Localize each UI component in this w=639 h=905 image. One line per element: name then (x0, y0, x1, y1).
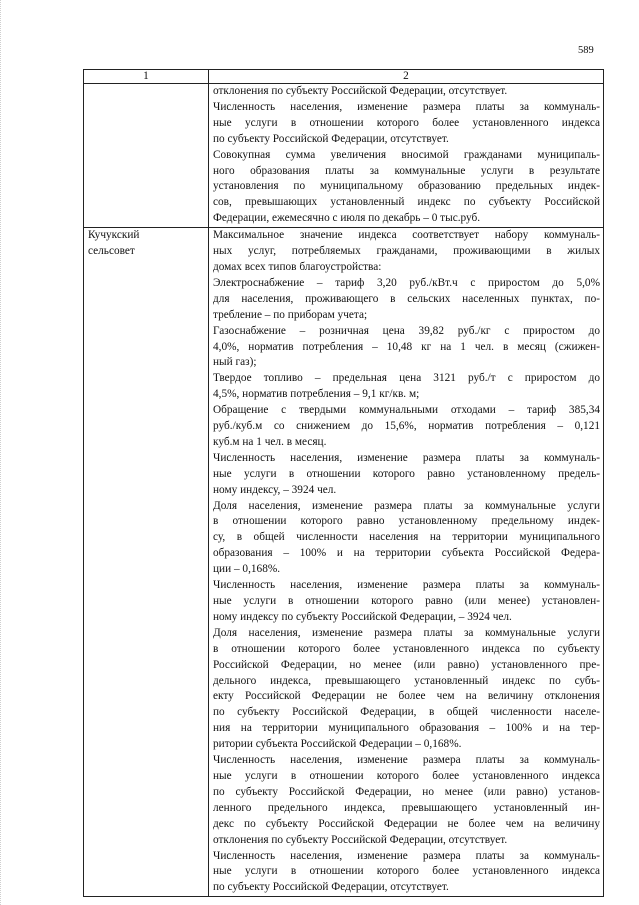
text-line: по субъекту Российской Федерации, но менее (или равно) установ- (213, 785, 600, 798)
text-line: Электроснабжение – тариф 3,20 руб./кВт.ч с приростом до 5,0% (213, 276, 600, 289)
municipality-name-line: Кучукский (88, 229, 140, 242)
text-line: по субъекту Российской Федерации, отсутствует. (213, 132, 449, 145)
text-line: Твердое топливо – предельная цена 3121 руб./т с приростом до (213, 372, 600, 385)
text-line: екту Российской Федерации не более чем на величину отклонения (213, 690, 600, 703)
text-line: Численность населения, изменение размера платы за коммуналь- (213, 754, 600, 767)
text-line: куб.м на 1 чел. в месяц. (213, 435, 327, 448)
text-line: ритории субъекта Российской Федерации – 0,168%. (213, 738, 462, 751)
text-line: ные услуги в отношении которого более установленного индекса (213, 769, 600, 782)
text-line: Газоснабжение – розничная цена 39,82 руб./кг с приростом до (213, 324, 600, 337)
text-line: су, в общей численности населения на территории муниципального (213, 531, 600, 544)
scan-edge (0, 0, 5, 905)
text-line: Максимальное значение индекса соответствует набору коммуналь- (213, 229, 600, 242)
text-line: в отношении которого равно установленному предельному индек- (213, 515, 600, 528)
description-cell (209, 84, 604, 228)
text-line: для населения, проживающего в сельских населенных пунктах, по- (213, 292, 600, 305)
text-line: руб./куб.м со снижением до 15,6%, норматив потребления – 0,121 (213, 420, 600, 433)
text-line: ции – 0,168%. (213, 563, 281, 576)
text-line: ные услуги в отношении которого равно (или менее) установлен- (213, 595, 600, 607)
text-line: ных услуг, потребляемых гражданами, проживающими в жилых (213, 245, 600, 258)
text-line: декс по субъекту Российской Федерации не более чем на величину (213, 817, 600, 830)
text-line: установления по муниципальному образованию предельных индек- (213, 180, 600, 193)
text-line: Численность населения, изменение размера платы за коммуналь- (213, 100, 600, 113)
table-header-row (84, 70, 604, 84)
text-line: ного образования платы за коммунальные услуги в результате (213, 164, 600, 177)
text-line: ленного предельного индекса, превышающего установленный ин- (213, 801, 600, 814)
municipality-name-line: сельсовет (88, 245, 135, 258)
page-number: 589 (578, 45, 594, 56)
text-line: по субъекту Российской Федерации, отсутствует. (213, 881, 449, 894)
text-line: ному индексу по субъекту Российской Федерации, – 3924 чел. (213, 610, 512, 623)
text-line: Численность населения, изменение размера платы за коммуналь- (213, 579, 600, 592)
text-line: сов, превышающих установленный индекс по субъекту Российской (213, 196, 600, 209)
municipality-cell (84, 228, 209, 897)
text-line: ные услуги в отношении которого равно установленному предель- (213, 467, 600, 480)
text-line: ному индексу, – 3924 чел. (213, 483, 337, 496)
text-line: требление – по приборам учета; (213, 308, 368, 321)
description-cell (209, 228, 604, 897)
text-line: Российской Федерации, но менее (или равно) установленного пре- (213, 658, 600, 671)
text-line: Численность населения, изменение размера платы за коммуналь- (213, 451, 600, 464)
text-line: в отношении которого более установленного индекса по субъекту (213, 642, 600, 655)
text-line: 4,5%, норматив потребления – 9,1 кг/кв. м; (213, 388, 420, 401)
text-line: ный газ); (213, 356, 257, 369)
text-line: 4,0%, норматив потребления – 10,48 кг на 1 чел. в месяц (сжижен- (213, 340, 600, 353)
text-line: Доля населения, изменение размера платы за коммунальные услуги (213, 626, 600, 639)
table-row (84, 228, 604, 897)
header-col-2: 2 (209, 70, 604, 84)
text-line: образования – 100% и на территории субъекта Российской Федера- (213, 547, 600, 560)
text-line: отклонения по субъекту Российской Федерации, отсутствует. (213, 85, 508, 97)
document-table (83, 69, 604, 897)
text-line: отклонения по субъекту Российской Федерации, отсутствует. (213, 833, 508, 846)
text-line: Обращение с твердыми коммунальными отходами – тариф 385,34 (213, 404, 600, 417)
text-line: по субъекту Российской Федерации, в общей численности населе- (213, 706, 600, 719)
text-line: Федерации, ежемесячно с июля по декабрь – 0 тыс.руб. (213, 212, 481, 225)
text-line: Доля населения, изменение размера платы за коммунальные услуги (213, 499, 600, 512)
text-line: домах всех типов благоустройства: (213, 260, 382, 273)
municipality-cell (84, 84, 209, 228)
text-line: Численность населения, изменение размера платы за коммуналь- (213, 849, 600, 862)
text-line: ные услуги в отношении которого более установленного индекса (213, 865, 600, 878)
text-line: дельного индекса, превышающего установленный индекс по субъ- (213, 674, 600, 687)
header-col-1: 1 (84, 70, 209, 84)
text-line: Совокупная сумма увеличения вносимой гражданами муниципаль- (213, 148, 600, 161)
text-line: ния на территории муниципального образования – 100% и на тер- (213, 722, 600, 735)
text-line: ные услуги в отношении которого более установленного индекса (213, 116, 600, 129)
table-row (84, 84, 604, 228)
